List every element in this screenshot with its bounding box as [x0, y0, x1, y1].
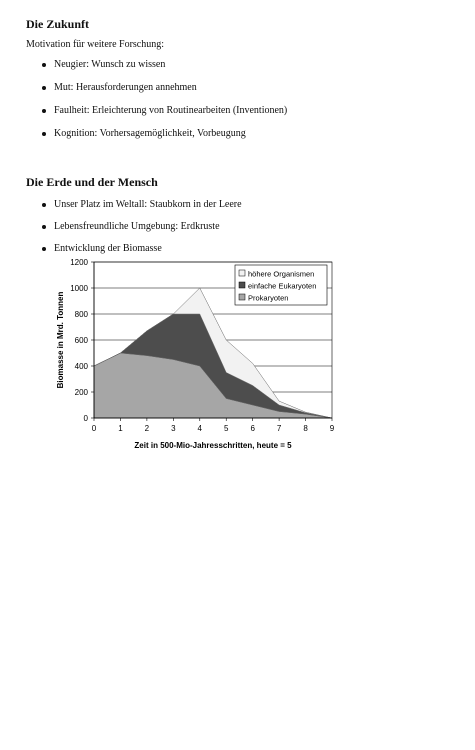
y-tick-label: 1000: [70, 284, 88, 293]
heading-zukunft: Die Zukunft: [26, 17, 90, 31]
x-tick-label: 6: [250, 424, 255, 433]
list-item: Entwicklung der Biomasse: [26, 243, 242, 255]
legend-swatch: [239, 282, 245, 288]
legend-label: höhere Organismen: [248, 269, 315, 279]
list-item: Mut: Herausforderungen annehmen: [26, 82, 287, 94]
heading-erde: Die Erde und der Mensch: [26, 175, 158, 189]
legend-swatch: [239, 270, 245, 276]
y-tick-label: 0: [83, 414, 88, 423]
x-tick-label: 0: [91, 424, 97, 433]
x-axis-title: Zeit in 500-Mio-Jahresschritten, heute = 5: [134, 441, 292, 450]
x-tick-label: 4: [197, 424, 203, 433]
biomass-chart: [54, 256, 344, 456]
list-item: Faulheit: Erleichterung von Routinearbeiten (Inventionen): [26, 105, 287, 117]
list-item: Neugier: Wunsch zu wissen: [26, 59, 287, 71]
section-erde: [26, 175, 242, 255]
y-tick-label: 800: [74, 310, 88, 319]
x-tick-label: 8: [303, 424, 308, 433]
list-item: Lebensfreundliche Umgebung: Erdkruste: [26, 221, 242, 233]
intro-text: Motivation für weitere Forschung:: [26, 39, 165, 50]
list-item: Kognition: Vorhersagemöglichkeit, Vorbeugung: [26, 128, 287, 140]
list-item: Unser Platz im Weltall: Staubkorn in der Leere: [26, 199, 242, 211]
x-tick-label: 2: [144, 424, 150, 433]
legend-label: Prokaryoten: [248, 293, 289, 303]
x-tick-label: 5: [223, 424, 229, 433]
legend-label: einfache Eukaryoten: [248, 281, 317, 291]
x-tick-label: 1: [118, 424, 123, 433]
x-tick-label: 3: [171, 424, 176, 433]
motivation-list: [26, 59, 287, 140]
x-tick-label: 9: [329, 424, 335, 433]
y-axis-title: Biomasse in Mrd. Tonnen: [56, 291, 65, 389]
y-tick-label: 400: [74, 362, 88, 371]
x-tick-label: 7: [276, 424, 282, 433]
y-tick-label: 200: [74, 388, 88, 397]
section-zukunft: [26, 17, 287, 140]
biomass-chart-svg: [54, 256, 344, 456]
erde-list: [26, 199, 242, 255]
legend-swatch: [239, 294, 245, 300]
y-tick-label: 600: [74, 336, 88, 345]
y-tick-label: 1200: [70, 258, 88, 267]
